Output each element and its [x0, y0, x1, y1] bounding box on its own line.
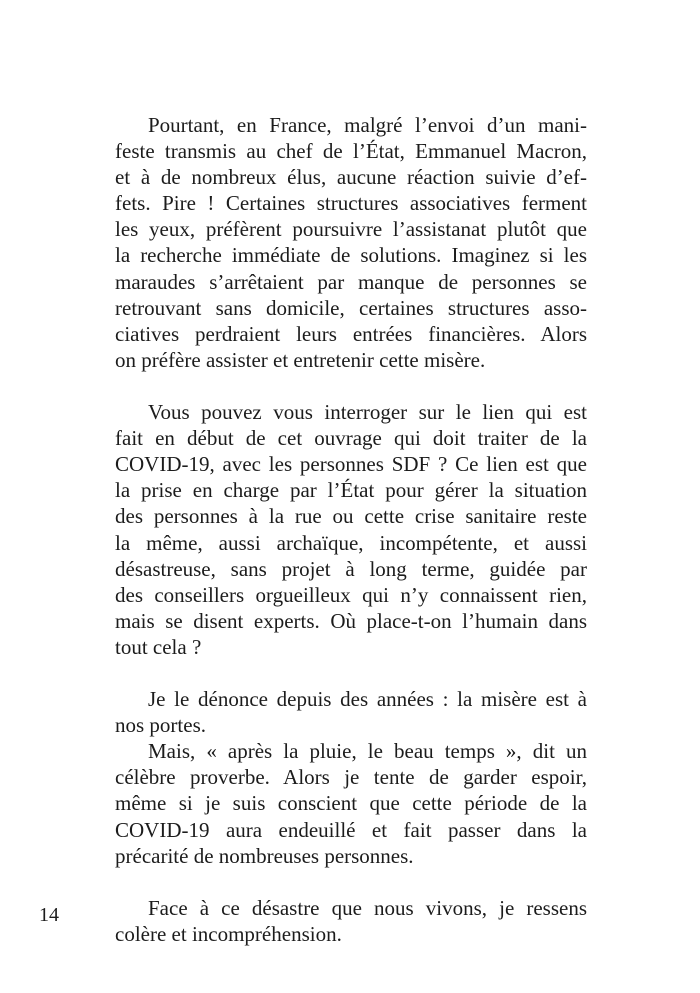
text-line: tout cela ? [115, 634, 202, 659]
text-line: la même, aussi archaïque, incompétente, et aussi [115, 530, 587, 555]
text-line: COVID-19 aura endeuillé et fait passer dans la [115, 817, 587, 842]
text-line: désastreuse, sans projet à long terme, guidée par [115, 556, 587, 581]
text-line: mais se disent experts. Où place-t-on l’humain dans [115, 608, 587, 633]
text-line: nos portes. [115, 713, 206, 738]
paragraph-3 [115, 686, 587, 738]
text-line: fets. Pire ! Certaines structures associatives ferment [115, 191, 587, 216]
text-line: Pourtant, en France, malgré l’envoi d’un mani- [148, 113, 587, 137]
text-line: Vous pouvez vous interroger sur le lien qui est [148, 400, 587, 425]
text-line: même si je suis conscient que cette période de la [115, 791, 587, 816]
text-line: Mais, « après la pluie, le beau temps », dit un [148, 739, 587, 764]
text-line: colère et incompréhension. [115, 921, 342, 946]
paragraph-5 [115, 895, 587, 947]
text-line: Face à ce désastre que nous vivons, je ressens [148, 895, 587, 920]
text-line: COVID-19, avec les personnes SDF ? Ce lien est que [115, 452, 587, 477]
text-line: et à de nombreux élus, aucune réaction suivie d’ef- [115, 165, 587, 190]
text-line: retrouvant sans domicile, certaines structures asso- [115, 295, 587, 320]
text-line: feste transmis au chef de l’État, Emmanuel Macron, [115, 139, 587, 164]
body-text [115, 112, 587, 947]
text-line: ciatives perdraient leurs entrées financières. Alors [115, 321, 587, 346]
text-line: célèbre proverbe. Alors je tente de garder espoir, [115, 765, 587, 790]
paragraph-1 [115, 112, 587, 373]
paragraph-2 [115, 399, 587, 660]
text-line: précarité de nombreuses personnes. [115, 843, 414, 868]
paragraph-4 [115, 738, 587, 868]
text-line: on préfère assister et entretenir cette misère. [115, 347, 486, 372]
page-number: 14 [39, 904, 59, 926]
text-line: des conseillers orgueilleux qui n’y connaissent rien, [115, 582, 587, 607]
text-line: la prise en charge par l’État pour gérer la situation [115, 478, 587, 503]
text-line: la recherche immédiate de solutions. Imaginez si les [115, 243, 587, 268]
text-line: des personnes à la rue ou cette crise sanitaire reste [115, 504, 587, 529]
text-line: les yeux, préfèrent poursuivre l’assistanat plutôt que [115, 217, 587, 242]
text-line: fait en début de cet ouvrage qui doit traiter de la [115, 426, 587, 451]
text-line: maraudes s’arrêtaient par manque de personnes se [115, 269, 587, 294]
text-line: Je le dénonce depuis des années : la misère est à [148, 687, 587, 712]
